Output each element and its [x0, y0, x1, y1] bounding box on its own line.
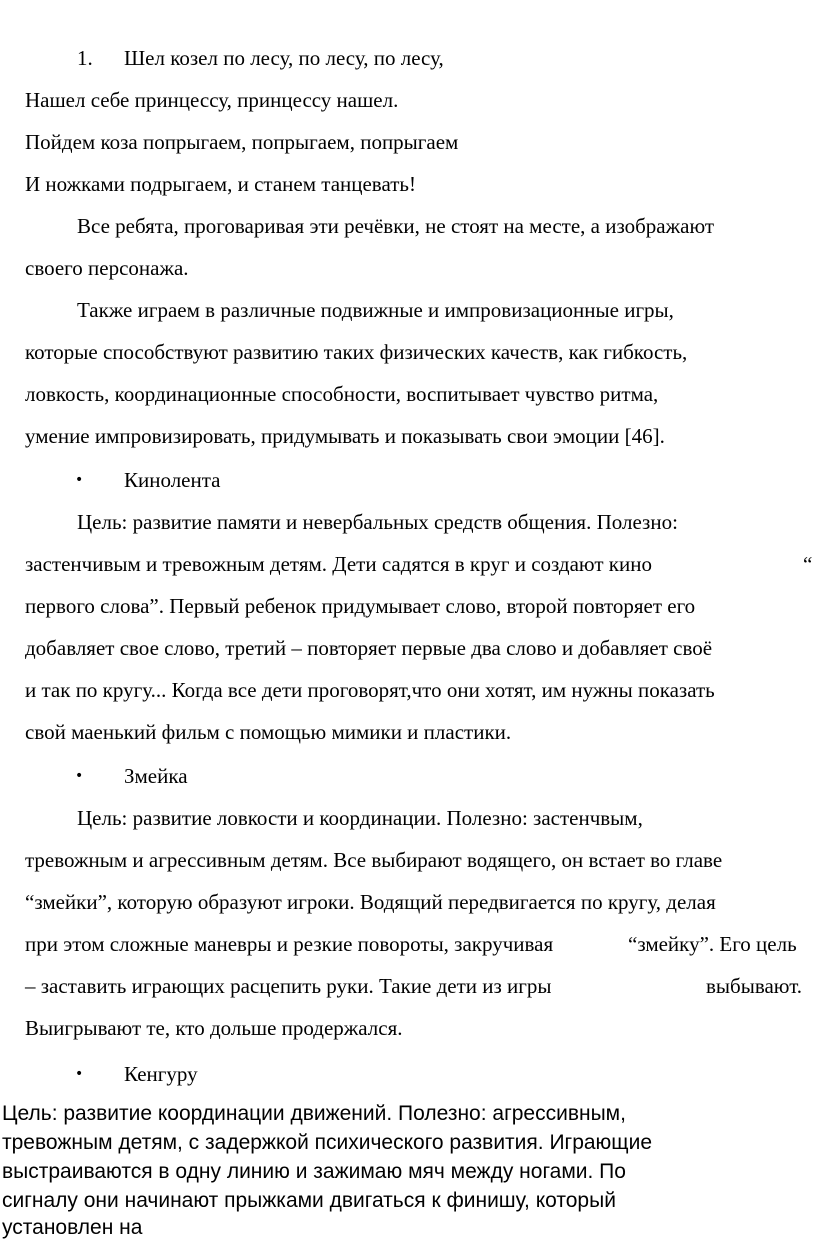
poem-line: Шел козел по лесу, по лесу, по лесу,: [124, 46, 444, 70]
game-description-line: “змейку”. Его цель: [628, 932, 797, 956]
paragraph-line: Также играем в различные подвижные и импровизационные игры,: [77, 298, 674, 322]
game-description-line: – заставить играющих расцепить руки. Такие дети из игры: [25, 974, 552, 998]
game-description-line: первого слова”. Первый ребенок придумывает слово, второй повторяет его: [25, 594, 696, 618]
poem-line: И ножками подрыгаем, и станем танцевать!: [25, 172, 416, 196]
bullet-icon: •: [75, 472, 84, 488]
bullet-icon: •: [75, 1066, 84, 1082]
game-description-line: Выигрывают те, кто дольше продержался.: [25, 1016, 403, 1040]
game-description-line: тревожным и агрессивным детям. Все выбирают водящего, он встает во главе: [25, 848, 723, 872]
game-description-line: Цель: развитие координации движений. Полезно: агрессивным,: [2, 1102, 626, 1125]
game-description-line: “змейки”, которую образуют игроки. Водящий передвигается по кругу, делая: [25, 890, 716, 914]
game-description-line: и так по кругу... Когда все дети проговорят,что они хотят, им нужны показать: [25, 678, 715, 702]
game-description-line: установлен на: [2, 1216, 143, 1239]
poem-line: Пойдем коза попрыгаем, попрыгаем, попрыгаем: [25, 130, 459, 154]
list-number: 1.: [77, 46, 93, 70]
paragraph-line: своего персонажа.: [25, 256, 189, 280]
game-description-line: тревожным детям, с задержкой психического развития. Играющие: [2, 1131, 652, 1154]
game-description-line: свой маенький фильм с помощью мимики и пластики.: [25, 720, 512, 744]
game-description-line: при этом сложные маневры и резкие повороты, закручивая: [25, 932, 554, 956]
game-description-line: добавляет свое слово, третий – повторяет первые два слово и добавляет своё: [25, 636, 713, 660]
game-description-line: выстраиваются в одну линию и зажимаю мяч между ногами. По: [2, 1160, 626, 1183]
game-description-line: Цель: развитие ловкости и координации. Полезно: застенчвым,: [77, 806, 643, 830]
bullet-icon: •: [75, 768, 84, 784]
paragraph-line: ловкость, координационные способности, воспитывает чувство ритма,: [25, 382, 659, 406]
paragraph-line: которые способствуют развитию таких физических качеств, как гибкость,: [25, 340, 688, 364]
paragraph-line: умение импровизировать, придумывать и показывать свои эмоции [46].: [25, 424, 665, 448]
game-description-line: выбывают.: [706, 974, 803, 998]
game-description-line: застенчивым и тревожным детям. Дети садятся в круг и создают кино: [25, 552, 652, 576]
game-title: Кинолента: [124, 468, 221, 492]
poem-line: Нашел себе принцессу, принцессу нашел.: [25, 88, 399, 112]
game-description-line: сигналу они начинают прыжками двигаться к финишу, который: [2, 1189, 616, 1212]
paragraph-line: Все ребята, проговаривая эти речёвки, не стоят на месте, а изображают: [77, 214, 715, 238]
game-title: Змейка: [124, 764, 188, 788]
game-description-line: Цель: развитие памяти и невербальных средств общения. Полезно:: [77, 510, 678, 534]
quote-mark: “: [803, 552, 813, 576]
game-title: Кенгуру: [124, 1062, 198, 1086]
